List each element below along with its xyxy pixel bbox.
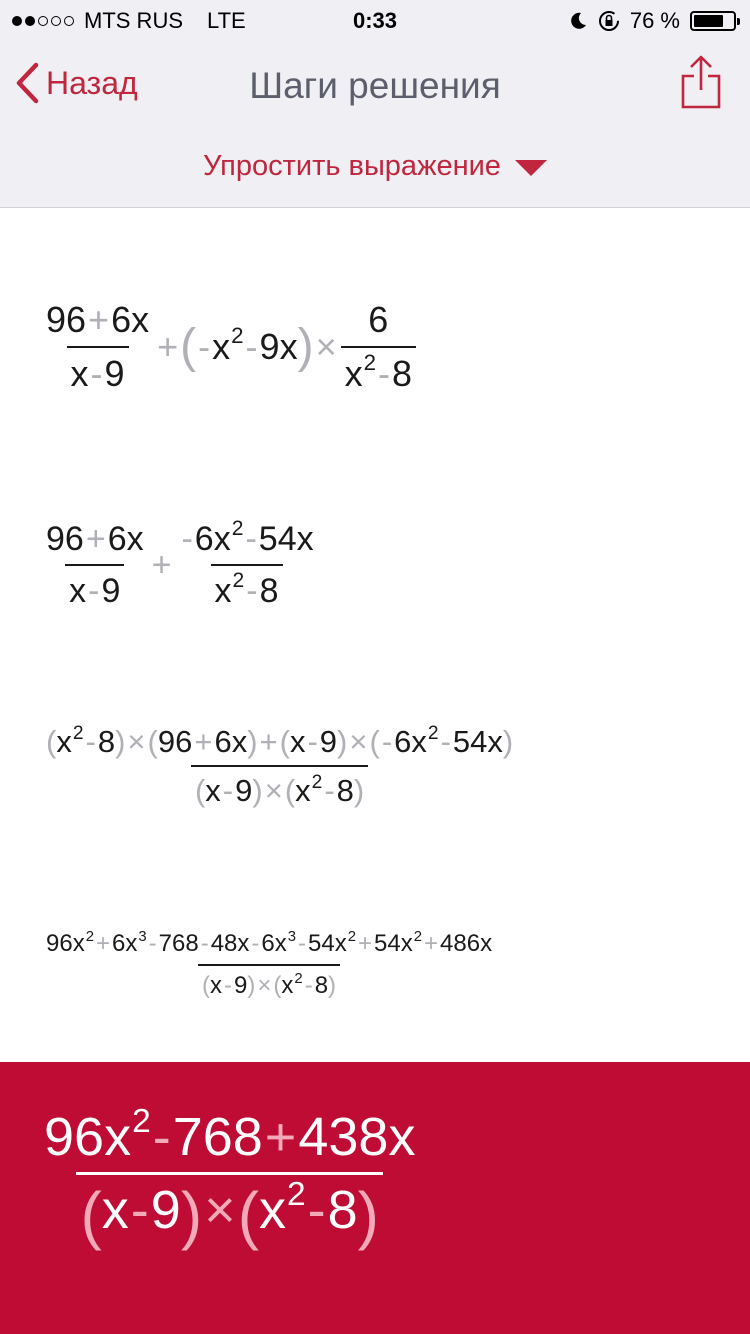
dropdown-triangle-icon [515,160,547,176]
rotation-lock-icon [598,10,620,32]
fraction: $96x^2$ + $6x^3$ - 768 - 48x - $6x^3$ - $54x^2$ + $54x^2$ + 486x ( x - 9 ) × ( $x^2$ - 8 ) [46,928,493,999]
navigation-bar [0,40,750,208]
final-result-panel [0,1062,750,1334]
battery-icon [690,11,736,31]
simplify-mode-dropdown[interactable] [0,150,750,183]
fraction: 96 + 6x x - 9 [46,299,150,394]
network-type: LTE [207,8,246,33]
status-bar [0,0,750,40]
solution-step-1: 96 + 6x x - 9 + ( - $x^2$ - 9x ) × 6 $x^2$ - 8 [40,302,418,392]
carrier-name: MTS RUS [84,8,183,33]
status-right [568,8,736,34]
fraction: 6 $x^2$ - 8 [341,302,416,392]
fraction: $96x^2$ - 768 + 438x ( x - 9 ) × ( $x^2$ - 8 ) [44,1102,416,1251]
final-result [38,1102,421,1251]
page-title: Шаги решения [249,65,501,106]
share-button[interactable] [680,54,722,115]
fraction: - $6x^2$ - 54x $x^2$ - 8 [181,517,314,610]
mode-label: Упростить выражение [203,150,501,182]
share-icon [680,54,722,110]
solution-step-4 [40,928,498,999]
solution-step-2: 96 + 6x x - 9 + - $6x^2$ - 54x $x^2$ - 8 [40,522,320,608]
fraction: ( $x^2$ - 8 ) × ( 96 + 6x ) + ( x - 9 ) × ( - $6x^2$ - 54x ) ( x - 9 ) × ( $x^2$ - 8 ) [46,722,514,808]
fraction: 96 + 6x x - 9 [46,520,144,610]
solution-step-3 [40,722,519,808]
back-label: Назад [46,64,138,101]
battery-percent: 76 % [629,8,680,33]
moon-icon [568,11,588,31]
status-time: 0:33 [352,8,398,33]
